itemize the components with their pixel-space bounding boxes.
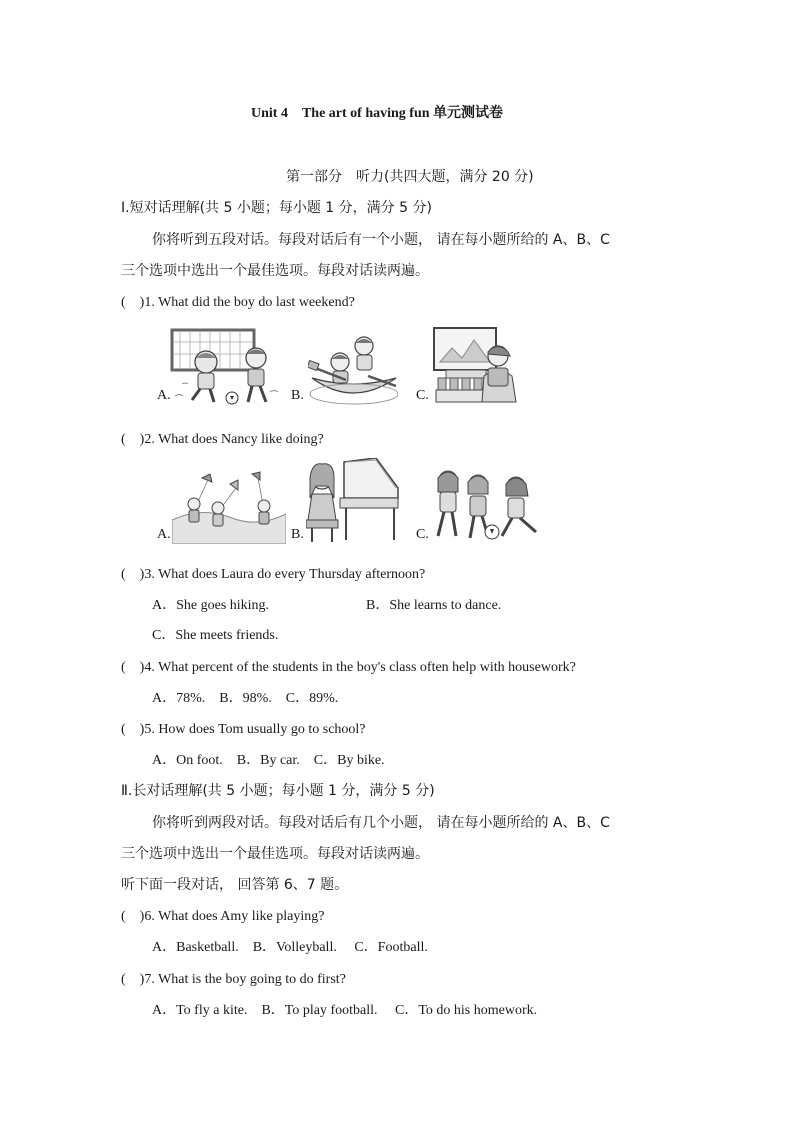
q3-option-c: C．She meets friends. (152, 628, 279, 643)
question-2-stem: ( )2. What does Nancy like doing? (121, 432, 324, 447)
q1-picture-a-football (170, 326, 288, 408)
section-2-sub-instruction: 听下面一段对话， 回答第 6、7 题。 (121, 877, 349, 893)
q1-picture-b-rowing (308, 326, 398, 408)
q6-options: A．Basketball. B．Volleyball. C．Football. (152, 940, 428, 955)
q2-picture-c-playing-football (432, 466, 546, 544)
q1-option-c-label: C. (416, 388, 429, 403)
q7-options: A．To fly a kite. B．To play football. C．To do his homework. (152, 1003, 538, 1018)
question-4-stem: ( )4. What percent of the students in the boy's class often help with housework? (121, 660, 576, 675)
q2-picture-a-flying-kites (172, 470, 286, 544)
section-2-instruction-line1: 你将听到两段对话。每段对话后有几个小题， 请在每小题所给的 A、B、C (152, 815, 610, 831)
section-2-heading: Ⅱ.长对话理解(共 5 小题；每小题 1 分，满分 5 分) (121, 783, 435, 799)
question-5-stem: ( )5. How does Tom usually go to school? (121, 722, 366, 737)
q2-picture-b-piano (306, 458, 400, 544)
q5-options: A．On foot. B．By car. C．By bike. (152, 753, 385, 768)
question-1-stem: ( )1. What did the boy do last weekend? (121, 295, 355, 310)
q3-option-a: A．She goes hiking. (152, 598, 270, 613)
q1-option-a-label: A. (157, 388, 171, 403)
question-7-stem: ( )7. What is the boy going to do first? (121, 972, 346, 987)
part-heading: 第一部分 听力(共四大题，满分 20 分) (286, 169, 534, 185)
q1-option-b-label: B. (291, 388, 304, 403)
q2-option-a-label: A. (157, 527, 171, 542)
section-2-instruction-line2: 三个选项中选出一个最佳选项。每段对话读两遍。 (121, 846, 429, 862)
q4-options: A．78%. B．98%. C．89%. (152, 691, 339, 706)
section-1-heading: Ⅰ.短对话理解(共 5 小题；每小题 1 分，满分 5 分) (121, 200, 432, 216)
q2-option-b-label: B. (291, 527, 304, 542)
question-3-stem: ( )3. What does Laura do every Thursday afternoon? (121, 567, 426, 582)
section-1-instruction-line2: 三个选项中选出一个最佳选项。每段对话读两遍。 (121, 263, 429, 279)
q1-picture-c-watching-tv (432, 326, 518, 408)
section-1-instruction-line1: 你将听到五段对话。每段对话后有一个小题， 请在每小题所给的 A、B、C (152, 232, 610, 248)
q2-option-c-label: C. (416, 527, 429, 542)
question-6-stem: ( )6. What does Amy like playing? (121, 909, 325, 924)
page-title: Unit 4 The art of having fun 单元测试卷 (251, 106, 504, 121)
q3-option-b: B．She learns to dance. (366, 598, 502, 613)
